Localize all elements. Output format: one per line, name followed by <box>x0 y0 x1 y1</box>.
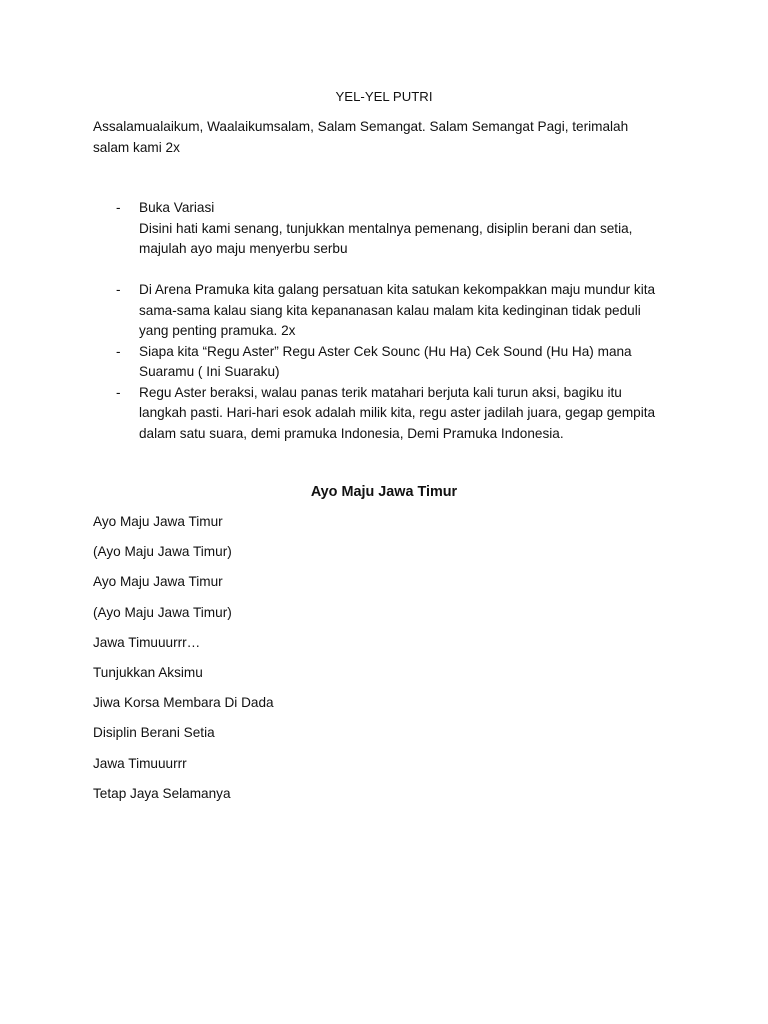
bullet-dash: - <box>116 343 121 359</box>
intro-line: salam kami 2x <box>93 139 180 155</box>
intro-paragraph <box>93 117 673 158</box>
song-line: Disiplin Berani Setia <box>93 725 215 741</box>
song-line: Jawa Timuuurrr <box>93 755 187 771</box>
bullet-line: majulah ayo maju menyerbu serbu <box>139 241 348 256</box>
song-lines <box>93 512 593 814</box>
bullet-dash: - <box>116 384 121 400</box>
bullet-line: langkah pasti. Hari-hari esok adalah milik kita, regu aster jadilah juara, gegap gempita <box>139 405 656 420</box>
bullet-line: Di Arena Pramuka kita galang persatuan kita satukan kekompakkan maju mundur kita <box>139 282 656 297</box>
bullet-line: Disini hati kami senang, tunjukkan mentalnya pemenang, disiplin berani dan setia, <box>139 220 633 236</box>
song-line: Jawa Timuuurrr… <box>93 634 201 650</box>
song-line: Ayo Maju Jawa Timur <box>93 514 223 529</box>
document-title: YEL-YEL PUTRI <box>335 89 433 104</box>
song-line: Tunjukkan Aksimu <box>93 664 203 680</box>
bullet-list-2 <box>93 280 693 444</box>
bullet-line: sama-sama kalau siang kita kepananasan kalau malam kita kedinginan tidak peduli <box>139 302 641 318</box>
song-line: (Ayo Maju Jawa Timur) <box>93 604 232 620</box>
bullet-dash: - <box>116 282 121 297</box>
bullet-line: dalam satu suara, demi pramuka Indonesia, Demi Pramuka Indonesia. <box>139 425 564 441</box>
bullet-line: Buka Variasi <box>139 200 215 215</box>
bullet-item <box>93 280 693 342</box>
intro-line: Assalamualaikum, Waalaikumsalam, Salam Semangat. Salam Semangat Pagi, terimalah <box>93 119 629 134</box>
bullet-item <box>93 383 693 445</box>
bullet-line: yang penting pramuka. 2x <box>139 323 296 338</box>
bullet-line: Regu Aster beraksi, walau panas terik matahari berjuta kali turun aksi, bagiku itu <box>139 384 622 400</box>
bullet-line: Siapa kita “Regu Aster” Regu Aster Cek Sounc (Hu Ha) Cek Sound (Hu Ha) mana <box>139 343 632 359</box>
song-line: Jiwa Korsa Membara Di Dada <box>93 695 274 711</box>
song-line: Ayo Maju Jawa Timur <box>93 574 223 590</box>
bullet-line: Suaramu ( Ini Suaraku) <box>139 364 280 379</box>
song-line: Tetap Jaya Selamanya <box>93 785 231 801</box>
bullet-list-1 <box>93 198 693 260</box>
bullet-dash: - <box>116 200 121 215</box>
bullet-item <box>93 198 693 260</box>
section-title: Ayo Maju Jawa Timur <box>310 484 458 500</box>
song-line: (Ayo Maju Jawa Timur) <box>93 544 232 560</box>
bullet-item <box>93 342 693 383</box>
